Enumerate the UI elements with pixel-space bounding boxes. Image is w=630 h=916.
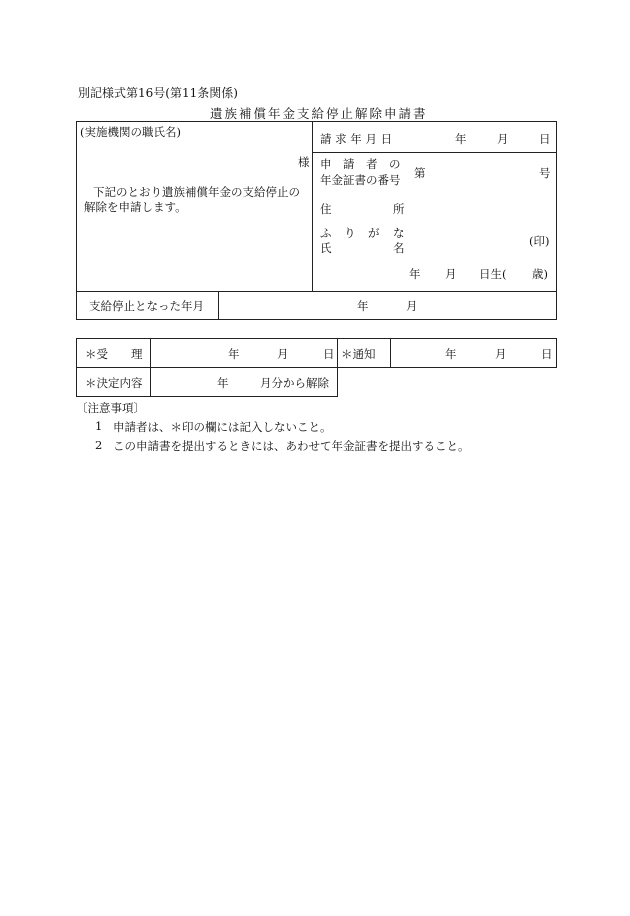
- divider-notice-left: [337, 339, 338, 367]
- notice-label: ＊通知: [341, 347, 376, 361]
- divider-date-row: [312, 152, 557, 153]
- birth-day[interactable]: 日生(: [479, 267, 507, 281]
- name-label-1: 氏: [320, 241, 332, 255]
- birth-month[interactable]: 月: [445, 267, 457, 281]
- name-label-2: 名: [393, 241, 405, 255]
- birth-year[interactable]: 年: [409, 267, 421, 281]
- furigana-char-4: な: [393, 226, 405, 240]
- divider-notice-right: [390, 339, 391, 367]
- divider-stop-cell: [218, 291, 219, 320]
- request-date-month[interactable]: 月: [497, 132, 509, 146]
- birth-age[interactable]: 歳): [532, 267, 548, 281]
- furigana-char-3: が: [368, 226, 380, 240]
- notice-month: 月: [495, 347, 507, 361]
- certificate-dai[interactable]: 第: [414, 166, 426, 180]
- office-row-2: [76, 367, 338, 397]
- furigana-char-2: り: [344, 226, 356, 240]
- agency-label: (実施機関の職氏名): [80, 125, 181, 139]
- divider-receipt: [150, 339, 151, 367]
- request-date-year[interactable]: 年: [455, 132, 467, 146]
- address-label-2: 所: [393, 202, 405, 216]
- note-2-number: 2: [95, 438, 103, 452]
- request-date-day[interactable]: 日: [539, 132, 551, 146]
- address-label-1: 住: [320, 202, 332, 216]
- main-form-table: [76, 121, 557, 320]
- receipt-day: 日: [323, 347, 335, 361]
- stop-month-label: 支給停止となった年月: [89, 299, 204, 313]
- seal-mark: (印): [529, 234, 550, 248]
- certificate-label-line2: 年金証書の番号: [320, 173, 401, 187]
- divider-decision: [150, 368, 151, 396]
- divider-left-right: [312, 122, 313, 291]
- receipt-year: 年: [228, 347, 240, 361]
- receipt-label: ＊受 理: [85, 347, 143, 361]
- stop-year[interactable]: 年: [357, 299, 369, 313]
- note-1-text: 申請者は、＊印の欄には記入しないこと。: [113, 420, 332, 434]
- stop-month[interactable]: 月: [406, 299, 418, 313]
- form-title: 遺族補償年金支給停止解除申請書: [210, 106, 428, 121]
- certificate-go[interactable]: 号: [539, 166, 551, 180]
- furigana-char-1: ふ: [320, 226, 332, 240]
- honorific-sama: 様: [298, 155, 310, 169]
- notice-year: 年: [445, 347, 457, 361]
- office-row-1: [76, 338, 557, 368]
- divider-stop-row: [77, 291, 557, 292]
- receipt-month: 月: [277, 347, 289, 361]
- notice-day: 日: [541, 347, 553, 361]
- note-2-text: この申請書を提出するときには、あわせて年金証書を提出すること。: [113, 439, 470, 453]
- request-statement: 下記のとおり遺族補償年金の支給停止の解除を申請します。: [84, 185, 300, 214]
- notes-heading: 〔注意事項〕: [76, 401, 145, 415]
- form-reference: 別記様式第16号(第11条関係): [78, 86, 238, 100]
- decision-label: ＊決定内容: [85, 376, 143, 390]
- certificate-label-line1: 申 請 者 の: [320, 157, 401, 171]
- request-date-label: 請 求 年 月 日: [320, 132, 393, 146]
- decision-suffix: 月分から解除: [260, 376, 329, 390]
- note-1-number: 1: [95, 419, 103, 433]
- decision-year: 年: [217, 376, 229, 390]
